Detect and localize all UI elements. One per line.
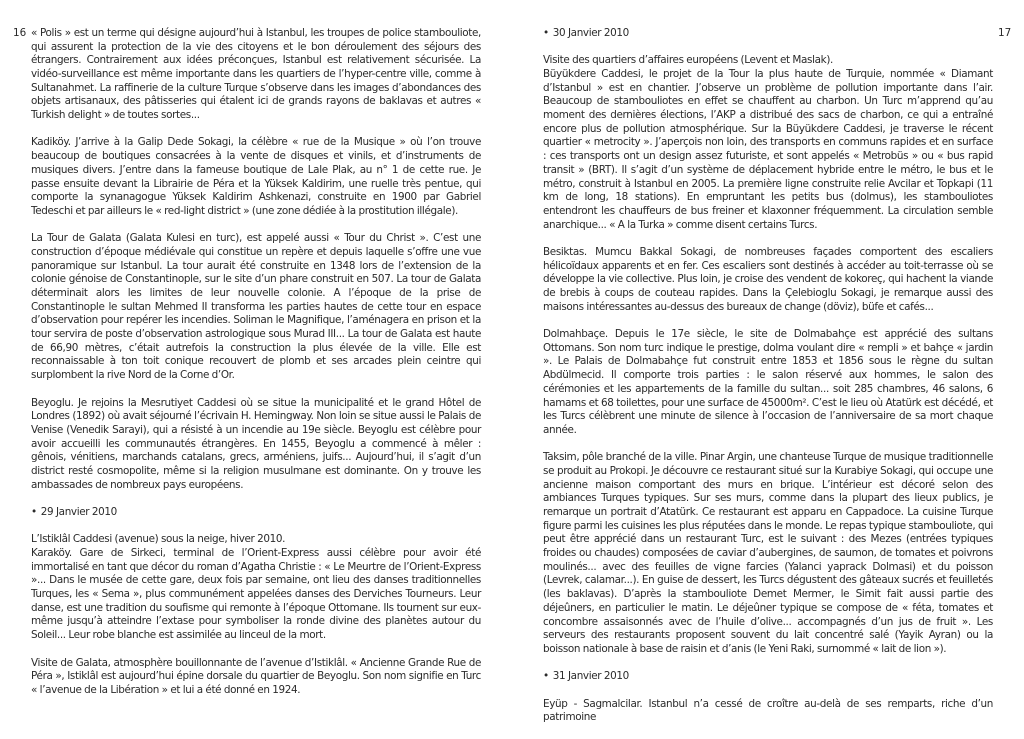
page-left bbox=[0, 0, 512, 724]
paragraph-business-districts: Visite des quartiers d’affaires européens (Levent et Maslak). bbox=[543, 54, 834, 67]
paragraph-besiktas: Besiktas. Mumcu Bakkal Sokagi, de nombreuses façades comportent des escaliers hélicoïdaux apparents et en fer. Ces escaliers sont destinés à accéder au toit-terrasse où se développe la vie collective. Plus loin, je croise des vendent de kokoreç, qui hachent la viande de brebis à coups de couteau rapides. Dans la Çelebioglu Sokagi, je remarque aussi des maisons intéressantes au-dessus des bureaux de change (döviz), büfe et cafés... bbox=[543, 245, 993, 313]
paragraph-beyoglu: Beyoglu. Je rejoins la Mesrutiyet Caddesi où se situe la municipalité et le grand Hôtel de Londres (1892) où avait séjourné l’écrivain H. Hemingway. Non loin se situe aussi le Palais de Venise (Venedik Sarayi), qui a résisté à un incendie au 19e siècle. Beyoglu est célèbre pour avoir accueilli les communautés étrangères. En 1455, Beyoglu a commencé à mêler : gênois, vénitiens, marchands catalans, grecs, arméniens, juifs... Aujourd’hui, il s’agit d’un district resté cosmopolite, même si la religion musulmane est dominante. On y trouve les ambassades de nombreux pays européens. bbox=[31, 396, 481, 491]
date-heading-31-jan bbox=[543, 670, 993, 684]
bullet-icon: • bbox=[543, 27, 549, 39]
paragraph-taksim: Taksim, pôle branché de la ville. Pinar Argin, une chanteuse Turque de musique traditionnelle se produit au Prokopi. Je découvre ce restaurant situé sur la Kurabiye Sokagi, qui occupe une ancienne maison comportant des murs en brique. L’intérieur est décoré selon des ambiances Turques typiques. Sur ses murs, comme dans la plupart des lieux publics, je remarque un portrait d’Atatürk. Ce restaurant est apparu en Cappadoce. La cuisine Turque figure parmi les cuisines les plus réputées dans le monde. Le repas typique stambouliote, qui peut être apprécié dans un restaurant Turc, est le suivant : des Mezes (entrées typiques froides ou chaudes) composées de caviar d’aubergines, de saumon, de tomates et poivrons moulinés... avec des feuilles de vigne farcies (Yalanci yaprack Dolmasi) et du poisson (Levrek, calamar...). En guise de dessert, les Turcs dégustent des gâteaux sucrés et feuilletés (les baklavas). D’après la stambouliote Demet Mermer, le Simit fait aussi partie des déjeûners, en particulier le matin. Le déjeûner typique se compose de « féta, tomates et concombre assaisonnés avec de l’huile d’olive... accompagnés d’un jus de fruit ». Les serveurs des restaurants proposent souvent du lait concentré salé (Yayik Ayran) ou la boisson nationale à base de raisin et d’anis (le Yeni Raki, surnommé « lait de lion »). bbox=[543, 451, 993, 655]
bullet-icon: • bbox=[31, 506, 37, 518]
page-right bbox=[512, 0, 1024, 724]
text-column-left bbox=[31, 27, 481, 711]
paragraph-karakoy: Karaköy. Gare de Sirkeci, terminal de l’Orient-Express aussi célèbre pour avoir été immortalisé en tant que décor du roman d’Agatha Christie : « Le Meurtre de l’Orient-Express »... Dans le musée de cette gare, deux fois par semaine, ont lieu des danses traditionnelles Turques, les « Sema », plus communément appelées danses des Derviches Tourneurs. Leur danse, est une tradition du soufisme qui remonte à l’époque Ottomane. Ils tournent sur eux-même jusqu’à atteindre l’extase pour symboliser la ronde divine des planètes autour du Soleil... Leur robe blanche est assimilée au linceul de la mort. bbox=[31, 547, 481, 642]
bullet-icon: • bbox=[543, 670, 549, 683]
paragraph-buyukdere: Büyükdere Caddesi, le projet de la Tour la plus haute de Turquie, nommée « Diamant d’Istanbul » est en chantier. J’observe un problème de pollution importante dans l’air. Beaucoup de stambouliotes en effet se chauffent au charbon. Un Turc m’apprend qu’au moment des dernières élections, l’AKP a distribué des sacs de charbon, ce qui a entraîné encore plus de pollution atmosphérique. Sur la Büyükdere Caddesi, je traverse le récent quartier « metrocity ». J’aperçois non loin, des transports en communs rapides et en surface : ces transports ont un design assez futuriste, et sont appelés « Metrobüs » ou « bus rapid transit » (BRT). Il s’agit d’un système de déplacement hybride entre le métro, le bus et le métro, construit à Istanbul en 2005. La première ligne construite relie Avcilar et Topkapi (11 km de long, 18 stations). En empruntant les petits bus (dolmus), les stambouliotes entendront les chauffeurs de bus freiner et klaxonner fréquemment. La circulation semble anarchique... « A la Turka » comme disent certains Turcs. bbox=[543, 68, 993, 231]
paragraph-kadikoy: Kadiköy. J’arrive à la Galip Dede Sokagi, la célèbre « rue de la Musique » où l’on trouve beaucoup de boutiques consacrées à la vente de disques et vinils, et d’instruments de musiques divers. J’entre dans la fameuse boutique de Lale Plak, au n° 1 de cette rue. Je passe ensuite devant la Librairie de Péra et la Yüksek Kaldirim, une ruelle très pentue, qui comporte la synanagogue Yüksek Kaldirim Ashkenazi, construite en 1900 par Gabriel Tedeschi et par ailleurs le « red-light district » (une zone dédiée à la prostitution illégale). bbox=[31, 136, 481, 217]
date-text: 31 Janvier 2010 bbox=[552, 670, 629, 683]
date-heading-29-jan bbox=[31, 506, 481, 520]
paragraph-polis: « Polis » est un terme qui désigne aujourd’hui à Istanbul, les troupes de police stambouliote, qui assurent la protection de la vie des citoyens et le bon déroulement des séjours des étrangers. Contrairement aux idées préconçues, Istanbul est relativement sécurisée. La vidéo-surveillance est même importante dans les quartiers de l’hyper-centre ville, comme à Sultanahmet. La raffinerie de la culture Turque s’observe dans les images d’abondances des objets artisanaux, des pâtisseries qui étalent ici de grands rayons de baklavas et autres « Turkish delight » de toutes sortes... bbox=[31, 27, 481, 122]
page-number-left: 16 bbox=[13, 27, 27, 39]
date-text: 30 Janvier 2010 bbox=[552, 27, 629, 39]
date-text: 29 Janvier 2010 bbox=[40, 506, 117, 518]
page-number-right: 17 bbox=[998, 27, 1012, 39]
paragraph-galata-tower: La Tour de Galata (Galata Kulesi en turc), est appelé aussi « Tour du Christ ». C’est une construction d’époque médiévale qui constitue un repère et depuis laquelle s’offre une vue panoramique sur Istanbul. La tour aurait été construite en 1348 lors de l’extension de la colonie génoise de Constantinople, sur le site d’un phare construit en 507. La tour de Galata déterminait alors les limites de leur nouvelle colonie. A l’époque de la prise de Constantinople le sultan Mehmed II transforma les parties hautes de cette tour en espace d’observation pour repérer les incendies. Soliman le Magnifique, l’aménagera en prison et la tour servira de poste d’observation astrologique sous Murad III... La tour de Galata est haute de 66,90 mètres, c’était autrefois la construction la plus élevée de la ville. Elle est reconnaissable à ton toit conique recouvert de plomb et ses arcades plein ceintre qui surplombent la rive Nord de la Corne d’Or. bbox=[31, 232, 481, 382]
date-heading-30-jan bbox=[543, 27, 993, 41]
paragraph-galata-visit: Visite de Galata, atmosphère bouillonnante de l’avenue d’Istiklâl. « Ancienne Grande Rue de Péra », Istiklâl est aujourd’hui épine dorsale du quartier de Beyoglu. Son nom signifie en Turc « l’avenue de la Libération » et lui a été donné en 1924. bbox=[31, 656, 481, 696]
text-column-right bbox=[543, 27, 993, 739]
paragraph-dolmabahce: Dolmahbaçe. Depuis le 17e siècle, le site de Dolmabahçe est apprécié des sultans Ottomans. Son nom turc indique le prestige, dolma voulant dire « rempli » et bahçe « jardin ». Le Palais de Dolmabahçe fut construit entre 1853 et 1856 sous le règne du sultan Abdülmecid. Il comporte trois parties : le salon réservé aux hommes, le salon des cérémonies et les appartements de la famille du sultan... soit 285 chambres, 46 salons, 6 hamams et 68 toilettes, pour une surface de 45000m². C’est le lieu où Atatürk est décédé, et les Turcs célèbrent une minute de silence à l’occasion de l’anniversaire de sa mort chaque année. bbox=[543, 328, 993, 436]
paragraph-eyup: Eyüp - Sagmalcilar. Istanbul n’a cessé de croître au-delà de ses remparts, riche d’un patrimoine bbox=[543, 697, 993, 724]
paragraph-istiklal-snow: L’Istiklâl Caddesi (avenue) sous la neige, hiver 2010. bbox=[31, 533, 286, 546]
